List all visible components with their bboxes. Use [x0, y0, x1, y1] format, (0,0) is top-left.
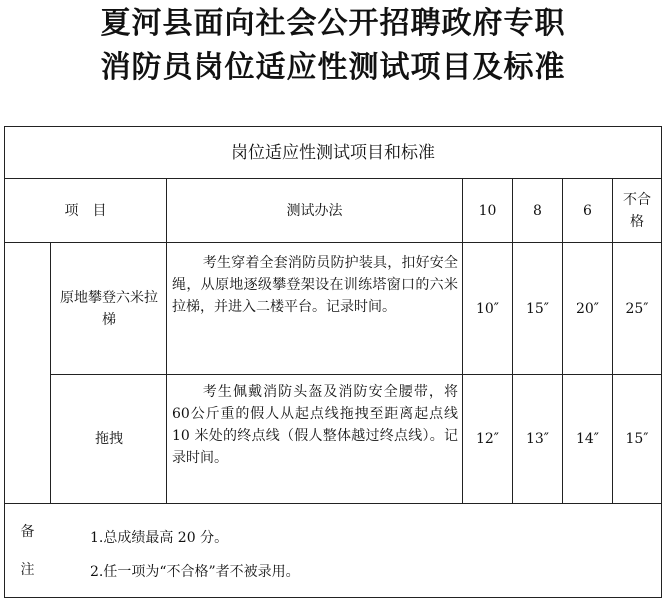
table-caption: 岗位适应性测试项目和标准: [231, 142, 435, 163]
row-score-6: 20″: [575, 300, 600, 317]
row-method-paragraph: 考生佩戴消防头盔及消防安全腰带，将60公斤重的假人从起点线拖拽至距离起点线10 米处的终点线（假人整体越过终点线）。记录时间。: [172, 384, 458, 466]
header-score-8: 8: [533, 202, 542, 219]
table-border-right: [661, 126, 662, 598]
row-score-fail: 25″: [625, 300, 649, 317]
table-rule: [50, 242, 51, 503]
header-item: 项 目: [64, 202, 107, 219]
row-score-fail: 15″: [625, 431, 649, 447]
row-score-8: 15″: [525, 300, 550, 317]
row-method-paragraph: 考生穿着全套消防员防护装具，扣好安全绳，从原地逐级攀登架设在训练塔窗口的六米拉梯，并进入二楼平台。记录时间。: [172, 255, 458, 315]
row-method-text: [172, 252, 458, 318]
header-fail: 不合格: [623, 191, 651, 230]
remark-note-1: 1.总成绩最高 20 分。: [90, 530, 229, 546]
row-score-10: 10″: [475, 300, 500, 317]
header-score-10: 10: [478, 202, 497, 219]
remarks-label: 备注: [20, 523, 35, 578]
header-score-6: 6: [583, 202, 592, 219]
table-rule: [4, 503, 662, 504]
row-score-8: 13″: [525, 431, 550, 447]
document-title-line-1: 夏河县面向社会公开招聘政府专职: [100, 6, 566, 41]
header-method: 测试办法: [286, 202, 343, 219]
remark-note-2: 2.任一项为“不合格”者不被录用。: [90, 564, 300, 580]
row-item-name: 原地攀登六米拉梯: [60, 289, 158, 328]
document-title-line-2: 消防员岗位适应性测试项目及标准: [100, 50, 566, 85]
row-item-name: 拖拽: [95, 431, 123, 447]
table-border-bottom: [4, 597, 662, 598]
row-score-6: 14″: [575, 431, 600, 447]
row-method-text: [172, 381, 458, 469]
row-score-10: 12″: [475, 431, 500, 447]
